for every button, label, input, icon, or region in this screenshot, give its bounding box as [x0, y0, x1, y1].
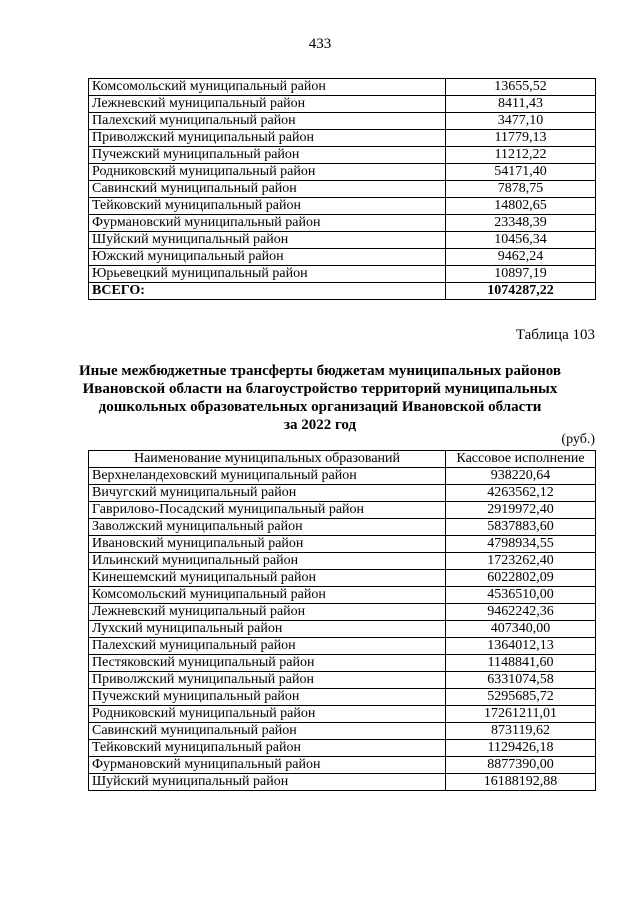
district-name-cell: Пучежский муниципальный район: [89, 689, 446, 706]
district-name-cell: Гаврилово-Посадский муниципальный район: [89, 502, 446, 519]
table-number-label: Таблица 103: [515, 327, 595, 343]
table-row: [89, 655, 596, 672]
table-row: [89, 706, 596, 723]
table-title: [0, 362, 640, 434]
table-row: [89, 485, 596, 502]
table-title-line: за 2022 год: [283, 417, 357, 433]
table-row: [89, 468, 596, 485]
amount-cell: 9462242,36: [446, 604, 596, 621]
amount-cell: 4798934,55: [446, 536, 596, 553]
table-row: [89, 621, 596, 638]
transfers-table: [88, 450, 596, 791]
amount-cell: 6022802,09: [446, 570, 596, 587]
amount-cell: 11779,13: [446, 130, 596, 147]
amount-cell: 5837883,60: [446, 519, 596, 536]
table-row: [89, 79, 596, 96]
column-header-execution: Кассовое исполнение: [446, 451, 596, 468]
table-title-line: Иные межбюджетные трансферты бюджетам муниципальных районов: [78, 363, 562, 379]
amount-cell: 54171,40: [446, 164, 596, 181]
table-row: [89, 266, 596, 283]
table-row: [89, 215, 596, 232]
amount-cell: 23348,39: [446, 215, 596, 232]
table-row: [89, 113, 596, 130]
amount-cell: 407340,00: [446, 621, 596, 638]
amount-cell: 17261211,01: [446, 706, 596, 723]
district-name-cell: Савинский муниципальный район: [89, 723, 446, 740]
amount-cell: 6331074,58: [446, 672, 596, 689]
page-number: 433: [308, 36, 332, 52]
table-row: [89, 96, 596, 113]
amount-cell: 1364012,13: [446, 638, 596, 655]
table-title-line: Ивановской области на благоустройство территорий муниципальных: [82, 381, 558, 397]
table-row: [89, 198, 596, 215]
district-name-cell: Родниковский муниципальный район: [89, 164, 446, 181]
amount-cell: 4263562,12: [446, 485, 596, 502]
district-name-cell: Палехский муниципальный район: [89, 638, 446, 655]
amount-cell: 10897,19: [446, 266, 596, 283]
currency-unit: (руб.): [561, 432, 595, 447]
amount-cell: 1723262,40: [446, 553, 596, 570]
district-name-cell: Приволжский муниципальный район: [89, 130, 446, 147]
table-row: [89, 672, 596, 689]
district-name-cell: Лежневский муниципальный район: [89, 96, 446, 113]
budget-table-continued: [88, 78, 596, 300]
total-label: ВСЕГО:: [89, 283, 446, 300]
district-name-cell: Комсомольский муниципальный район: [89, 79, 446, 96]
amount-cell: 938220,64: [446, 468, 596, 485]
district-name-cell: Комсомольский муниципальный район: [89, 587, 446, 604]
district-name-cell: Южский муниципальный район: [89, 249, 446, 266]
total-amount: 1074287,22: [446, 283, 596, 300]
district-name-cell: Родниковский муниципальный район: [89, 706, 446, 723]
table-row: [89, 502, 596, 519]
table-row: [89, 181, 596, 198]
column-header-name: Наименование муниципальных образований: [89, 451, 446, 468]
district-name-cell: Юрьевецкий муниципальный район: [89, 266, 446, 283]
district-name-cell: Заволжский муниципальный район: [89, 519, 446, 536]
table-row: [89, 232, 596, 249]
amount-cell: 2919972,40: [446, 502, 596, 519]
district-name-cell: Кинешемский муниципальный район: [89, 570, 446, 587]
district-name-cell: Палехский муниципальный район: [89, 113, 446, 130]
district-name-cell: Пучежский муниципальный район: [89, 147, 446, 164]
amount-cell: 7878,75: [446, 181, 596, 198]
table-title-line: дошкольных образовательных организаций Ивановской области: [98, 399, 542, 415]
table-row: [89, 519, 596, 536]
district-name-cell: Пестяковский муниципальный район: [89, 655, 446, 672]
amount-cell: 9462,24: [446, 249, 596, 266]
district-name-cell: Шуйский муниципальный район: [89, 232, 446, 249]
table-row: [89, 249, 596, 266]
amount-cell: 1148841,60: [446, 655, 596, 672]
table-row: [89, 587, 596, 604]
amount-cell: 10456,34: [446, 232, 596, 249]
district-name-cell: Верхнеландеховский муниципальный район: [89, 468, 446, 485]
district-name-cell: Тейковский муниципальный район: [89, 198, 446, 215]
table-row: [89, 604, 596, 621]
amount-cell: 5295685,72: [446, 689, 596, 706]
table-row: [89, 723, 596, 740]
table-row: [89, 553, 596, 570]
district-name-cell: Фурмановский муниципальный район: [89, 757, 446, 774]
amount-cell: 8877390,00: [446, 757, 596, 774]
district-name-cell: Вичугский муниципальный район: [89, 485, 446, 502]
amount-cell: 8411,43: [446, 96, 596, 113]
district-name-cell: Лежневский муниципальный район: [89, 604, 446, 621]
district-name-cell: Тейковский муниципальный район: [89, 740, 446, 757]
table-row: [89, 147, 596, 164]
amount-cell: 4536510,00: [446, 587, 596, 604]
district-name-cell: Ивановский муниципальный район: [89, 536, 446, 553]
table-row: [89, 570, 596, 587]
table-row: [89, 774, 596, 791]
table-header-row: [89, 451, 596, 468]
amount-cell: 14802,65: [446, 198, 596, 215]
district-name-cell: Шуйский муниципальный район: [89, 774, 446, 791]
amount-cell: 13655,52: [446, 79, 596, 96]
table-row: [89, 536, 596, 553]
table-row: [89, 638, 596, 655]
amount-cell: 16188192,88: [446, 774, 596, 791]
amount-cell: 873119,62: [446, 723, 596, 740]
district-name-cell: Приволжский муниципальный район: [89, 672, 446, 689]
district-name-cell: Савинский муниципальный район: [89, 181, 446, 198]
table-row: [89, 740, 596, 757]
table-row: [89, 164, 596, 181]
table-row: [89, 689, 596, 706]
district-name-cell: Ильинский муниципальный район: [89, 553, 446, 570]
table-row: [89, 757, 596, 774]
district-name-cell: Лухский муниципальный район: [89, 621, 446, 638]
amount-cell: 11212,22: [446, 147, 596, 164]
district-name-cell: Фурмановский муниципальный район: [89, 215, 446, 232]
amount-cell: 1129426,18: [446, 740, 596, 757]
table-row: [89, 130, 596, 147]
total-row: [89, 283, 596, 300]
amount-cell: 3477,10: [446, 113, 596, 130]
